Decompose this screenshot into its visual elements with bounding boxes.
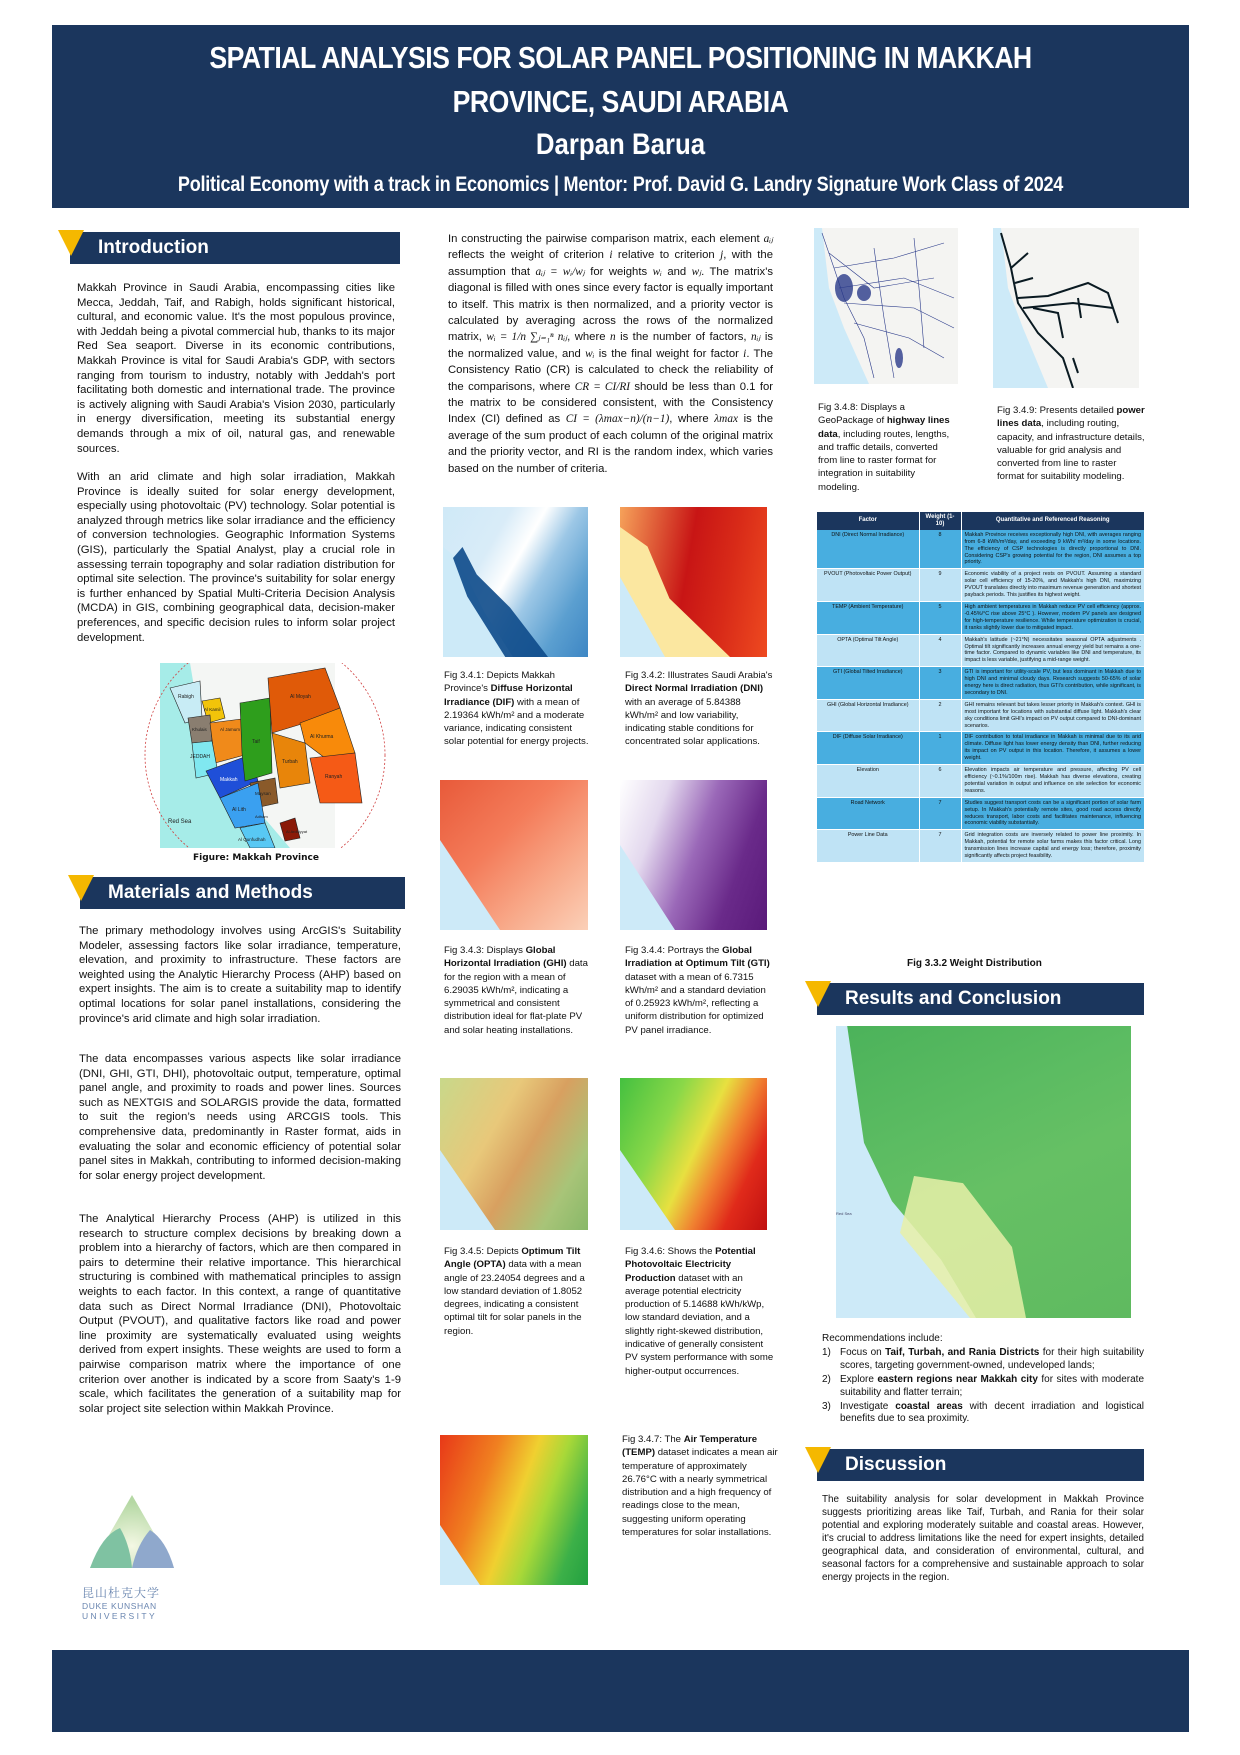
table-row: Road Network 7 Studies suggest transport costs can be a significant portion of solar farm setup. In Makkah's potentially remote sites, good road access directly reduces transport, labor costs and facilitates maintenance, influencing economic viability substantially.: [817, 797, 1145, 830]
fig-3-4-8-caption: Fig 3.4.8: Displays a GeoPackage of highway lines data, including routes, lengths, and traffic details, converted from line to raster format for integration in suitability modeling.: [818, 402, 950, 493]
recommendations: [822, 1333, 1144, 1426]
introduction-paragraph-1: Makkah Province in Saudi Arabia, encompassing cities like Mecca, Jeddah, Taif, and Rabigh, holds significant historical, cultural, and economic value. It's the most populous province, with Jeddah being a pivotal commercial hub, thanks to its major Red Sea seaport. Diverse in its economic contributions, Makkah Province is vital for Saudi Arabia's GDP, with sectors ranging from tourism to industry, notably with Jeddah's port facilitating both domestic and international trade. The province is actively aligning with Saudi Arabia's Vision 2030, particularly in energy diversification, meeting its substantial energy demands through a mix of oil, natural gas, and renewable sources.: [77, 282, 395, 455]
poster-footer: [52, 1650, 1189, 1732]
logo-text-line2: UNIVERSITY: [82, 1611, 158, 1621]
ghi-map: [440, 780, 588, 930]
svg-text:Taif: Taif: [252, 739, 260, 745]
matrix-paragraph: In constructing the pairwise comparison matrix, each element aᵢⱼ reflects the weight of criterion i relative to criterion j, with the assumption that aᵢⱼ = wᵢ/wⱼ for weights wᵢ and wⱼ. The matrix's diagonal is filled with ones since every factor is equally important to itself. This matrix is then normalized, and a priority vector is calculated by averaging across the rows of the normalized matrix, wᵢ = 1/n ∑ⱼ₌₁ⁿ nᵢⱼ, where n is the number of factors, nᵢⱼ is the normalized value, and wᵢ is the final weight for factor i. The Consistency Ratio (CR) is calculated to check the reliability of the comparisons, where CR = CI/RI should be less than 0.1 for the matrix to be considered consistent, with the Consistency Index (CI) defined as CI = (λmax−n)/(n−1), where λmax is the average of the sum product of each column of the original matrix and the priority vector, and RI is the random index, which varies based on the number of criteria.: [448, 233, 774, 475]
table-header-weight: Weight (1-10): [919, 512, 961, 530]
table-row: DNI (Direct Normal Irradiance) 8 Makkah Province receives exceptionally high DNI, with averages ranging from 6-8 kWh/m²/day, and exceeding 9 kWh/ m²/day in some locations. The efficiency of CSP technologies is directly proportional to DNI. Considering CSP's growing potential for the region, DNI assumes a top priority.: [817, 530, 1145, 569]
svg-text:JEDDAH: JEDDAH: [190, 754, 211, 760]
methods-heading: Materials and Methods: [80, 877, 405, 909]
methods-paragraph-1: The primary methodology involves using ArcGIS's Suitability Modeler, assessing factors like solar irradiance, temperature, elevation, and proximity to infrastructure. These factors are weighted using the Analytic Hierarchy Process (AHP) based on expert insights. The aim is to create a suitability map to identify optimal locations for solar panel installations, considering the province's arid climate and high solar irradiation.: [79, 925, 401, 1025]
pvout-map: [620, 1078, 767, 1230]
svg-text:Al Qunfudhah: Al Qunfudhah: [238, 837, 266, 842]
recommendations-intro: Recommendations include:: [822, 1333, 943, 1344]
highway-lines-map: [814, 228, 958, 384]
logo-chinese-text: 昆山杜克大学: [82, 1586, 161, 1600]
poster-title-line2: PROVINCE, SAUDI ARABIA: [452, 84, 789, 119]
table-row: PVOUT (Photovoltaic Power Output) 9 Economic viability of a project rests on PVOUT. Assuming a standard solar cell efficiency of 15-20%, and Makkah's high DNI, maximizing PVOUT translates directly into maximum revenue generation and shortest payback periods. This justifies its highest weight.: [817, 569, 1145, 602]
accent-triangle-icon: [805, 981, 831, 1007]
svg-text:Turbah: Turbah: [282, 759, 298, 765]
svg-text:Ranyah: Ranyah: [325, 774, 343, 780]
fig-3-4-6-caption: Fig 3.4.6: Shows the Potential Photovoltaic Electricity Production dataset with an average potential electricity production of 5.14688 kWh/kWp, low standard deviation, and a slightly right-skewed distribution, indicative of generally consistent PV system performance with some higher-output occurrences.: [625, 1246, 774, 1377]
accent-triangle-icon: [58, 230, 84, 256]
author-name: Darpan Barua: [535, 128, 706, 161]
opta-map: [440, 1078, 588, 1230]
power-lines-map: [993, 228, 1139, 388]
svg-text:Khulais: Khulais: [192, 727, 207, 732]
poster-title-line1: SPATIAL ANALYSIS FOR SOLAR PANEL POSITIONING IN MAKKAH: [209, 40, 1032, 75]
table-header-factor: Factor: [817, 512, 919, 530]
introduction-paragraph-2: With an arid climate and high solar irradiation, Makkah Province is ideally suited for solar energy development, especially using photovoltaic (PV) technology. Solar potential is analyzed through metrics like solar irradiance and the efficiency of conversion technologies. Geographic Information Systems (GIS), particularly the Spatial Analyst, play a crucial role in assessing terrain topography and solar radiation distribution for optimal site selection. The province's suitability for solar energy is further enhanced by Spatial Multi-Criteria Decision Analysis (MCDA) in GIS, combining geographical data, decision-maker preferences, and specific decision rules to inform solar project development.: [77, 471, 395, 644]
results-heading: Results and Conclusion: [817, 983, 1144, 1015]
university-mountain-logo-icon: [82, 1490, 182, 1582]
temp-map: [440, 1435, 588, 1585]
table-header-reasoning: Quantitative and Referenced Reasoning: [961, 512, 1145, 530]
makkah-figure-caption: Figure: Makkah Province: [193, 853, 319, 863]
svg-text:Adham: Adham: [255, 814, 268, 819]
fig-3-4-2-caption: Fig 3.4.2: Illustrates Saudi Arabia's Direct Normal Irradiation (DNI) with an average of 5.84388 kWh/m² and low variability, indicating stable conditions for concentrated solar applications.: [625, 670, 773, 748]
svg-text:Makkah: Makkah: [220, 777, 238, 783]
svg-text:Al Lith: Al Lith: [232, 807, 246, 813]
table-row: GHI (Global Horizontal Irradiance) 2 GHI remains relevant but takes lesser priority in Makkah's context. GHI is most important for locations with substantial diffuse light. Makkah's clear sky conditions limit GHI's impact on PV output compared to DNI-dominant scenarios.: [817, 699, 1145, 732]
makkah-province-map: [140, 663, 410, 848]
svg-text:Maysan: Maysan: [255, 791, 271, 796]
svg-text:Al Moyah: Al Moyah: [290, 694, 311, 700]
suitability-map: Red Sea: [836, 1026, 1131, 1318]
poster-subtitle: Political Economy with a track in Economics | Mentor: Prof. David G. Landry Signature Work Class of 2024: [177, 173, 1064, 196]
table-row: DIF (Diffuse Solar Irradiance) 1 DIF contribution to total irradiance in Makkah is minimal due to its arid climate. Diffuse light has lower energy density than DNI, further reducing its impact on PV output in this location. Therefore, it assumes a lower weight.: [817, 732, 1145, 765]
fig-3-4-4-caption: Fig 3.4.4: Portrays the Global Irradiation at Optimum Tilt (GTI) dataset with a mean of 6.7315 kWh/m² and a standard deviation of 0.25923 kWh/m², reflecting a uniform distribution for optimized PV panel irradiance.: [625, 945, 770, 1036]
accent-triangle-icon: [805, 1447, 831, 1473]
table-row: GTI (Global Tilted Irradiance) 3 GTI is important for utility-scale PV, but less dominant in Makkah due to high DNI and minimal cloudy days. Research suggests 50-65% of solar energy here is direct radiation, thus GTI's contribution, while significant, is secondary to DNI.: [817, 667, 1145, 700]
dni-map: [620, 507, 767, 657]
discussion-heading: Discussion: [817, 1449, 1144, 1481]
gti-map: [620, 780, 767, 930]
weight-table-caption: Fig 3.3.2 Weight Distribution: [907, 958, 1042, 969]
duke-kunshan-logo: [82, 1490, 182, 1620]
svg-text:Al Jamum: Al Jamum: [220, 727, 241, 732]
fig-3-4-1-caption: Fig 3.4.1: Depicts Makkah Province's Diffuse Horizontal Irradiance (DIF) with a mean of 2.19364 kWh/m² and a moderate variance, indicating consistent solar potential for energy projects.: [444, 670, 589, 748]
svg-text:Rabigh: Rabigh: [178, 694, 194, 700]
table-row: OPTA (Optimal Tilt Angle) 4 Makkah's latitude (~21°N) necessitates seasonal OPTA adjustments . Optimal tilt significantly increases annual energy yield but remains a one-time factor. Compared to dynamic variables like DNI and temperature, its impact is less variable, justifying a mid-range weight.: [817, 634, 1145, 667]
fig-3-4-5-caption: Fig 3.4.5: Depicts Optimum Tilt Angle (OPTA) data with a mean angle of 23.24054 degrees and a low standard deviation of 1.8052 degrees, indicating a consistent optimal tilt for solar panels in the region.: [444, 1246, 585, 1337]
introduction-heading: Introduction: [70, 232, 400, 264]
fig-3-4-3-caption: Fig 3.4.3: Displays Global Horizontal Irradiation (GHI) data for the region with a mean of 6.29035 kWh/m², indicating a symmetrical and consistent distribution ideal for flat-plate PV and solar heating installations.: [444, 945, 588, 1036]
methods-paragraph-2: The data encompasses various aspects like solar irradiance (DNI, GHI, GTI, DHI), photovoltaic output, temperature, optimal panel angle, and proximity to roads and power lines. Sources such as NEXTGIS and SOLARGIS provide the data, formatted to suit the region’s needs using ARCGIS tools. This comprehensive data, predominantly in Raster format, aids in evaluating the solar and economic efficiency of potential solar panel sites in Makkah, contributing to informed decision-making for solar energy project development.: [79, 1053, 401, 1182]
fig-3-4-9-caption: Fig 3.4.9: Presents detailed power lines data, including routing, capacity, and infrastructure details, valuable for grid analysis and converted from line to raster format for suitability modeling.: [997, 405, 1145, 483]
recommendation-item: 2) Explore eastern regions near Makkah city for sites with moderate suitability and flatter terrain;: [822, 1374, 1145, 1398]
table-row: TEMP (Ambient Temperature) 5 High ambient temperatures in Makkah reduce PV cell efficiency (approx. -0.45%/°C rise above 25°C ). However, modern PV panels are designed for high-temperature resilience. While temperature optimization is crucial, it ranks slightly lower due to mitigated impact.: [817, 601, 1145, 634]
svg-text:Red Sea: Red Sea: [168, 819, 192, 825]
accent-triangle-icon: [68, 875, 94, 901]
logo-text-line1: DUKE KUNSHAN: [82, 1601, 157, 1611]
poster-header: [52, 25, 1189, 208]
table-row: Power Line Data 7 Grid integration costs are inversely related to power line proximity. In Makkah, potential for remote solar farms makes this factor critical. Long transmission lines increase capital and energy loss; therefore, proximity significantly affects project feasibility.: [817, 830, 1145, 863]
svg-text:Al Kamil: Al Kamil: [204, 707, 221, 712]
svg-text:Al Ardhiyyat: Al Ardhiyyat: [286, 829, 308, 834]
fig-3-4-7-caption: Fig 3.4.7: The Air Temperature (TEMP) dataset indicates a mean air temperature of approximately 26.76°C with a nearly symmetrical distribution and a high frequency of readings close to the mean, suggesting uniform operating temperatures for solar installations.: [622, 1434, 778, 1539]
recommendation-item: 3) Investigate coastal areas with decent irradiation and logistical benefits due to sea proximity.: [822, 1401, 1144, 1425]
recommendation-item: 1) Focus on Taif, Turbah, and Rania Districts for their high suitability scores, targeting government-owned, undeveloped lands;: [822, 1347, 1144, 1371]
weight-distribution-table: [817, 512, 1145, 863]
table-row: Elevation 6 Elevation impacts air temperature and pressure, affecting PV cell efficiency (~0.1%/100m rise). Makkah has diverse elevations, creating potential variation in output and influence on site selection for economic reasons.: [817, 765, 1145, 798]
discussion-paragraph: The suitability analysis for solar development in Makkah Province suggests prioritizing areas like Taif, Turbah, and Rania for their solar potential and exploring moderately suitable and coastal areas. However, it's crucial to address limitations like the need for expert insights, detailed geographical data, and consideration of environmental, cultural, and seasonal factors for a comprehensive and sustainable approach to solar energy projects in the region.: [822, 1494, 1144, 1583]
svg-text:Al Khurma: Al Khurma: [310, 734, 334, 740]
methods-paragraph-3: The Analytical Hierarchy Process (AHP) is utilized in this research to structure complex decisions by breaking down a problem into a hierarchy of factors, which are then compared in pairs to determine their relative importance. This hierarchical structuring is combined with mathematical principles to assign weights to each factor. In this context, a range of quantitative data such as Direct Normal Irradiance (DNI), Photovoltaic Output (PVOUT), and qualitative factors like road and power line proximity are systematically evaluated using weights derived from expert insights. These weights are used to form a pairwise comparison matrix where the importance of one criterion over another is indicated by a score from Saaty's 1-9 scale, which facilitates the generation of a suitability map for solar project site selection within Makkah Province.: [79, 1213, 401, 1415]
dif-map: [443, 507, 588, 657]
